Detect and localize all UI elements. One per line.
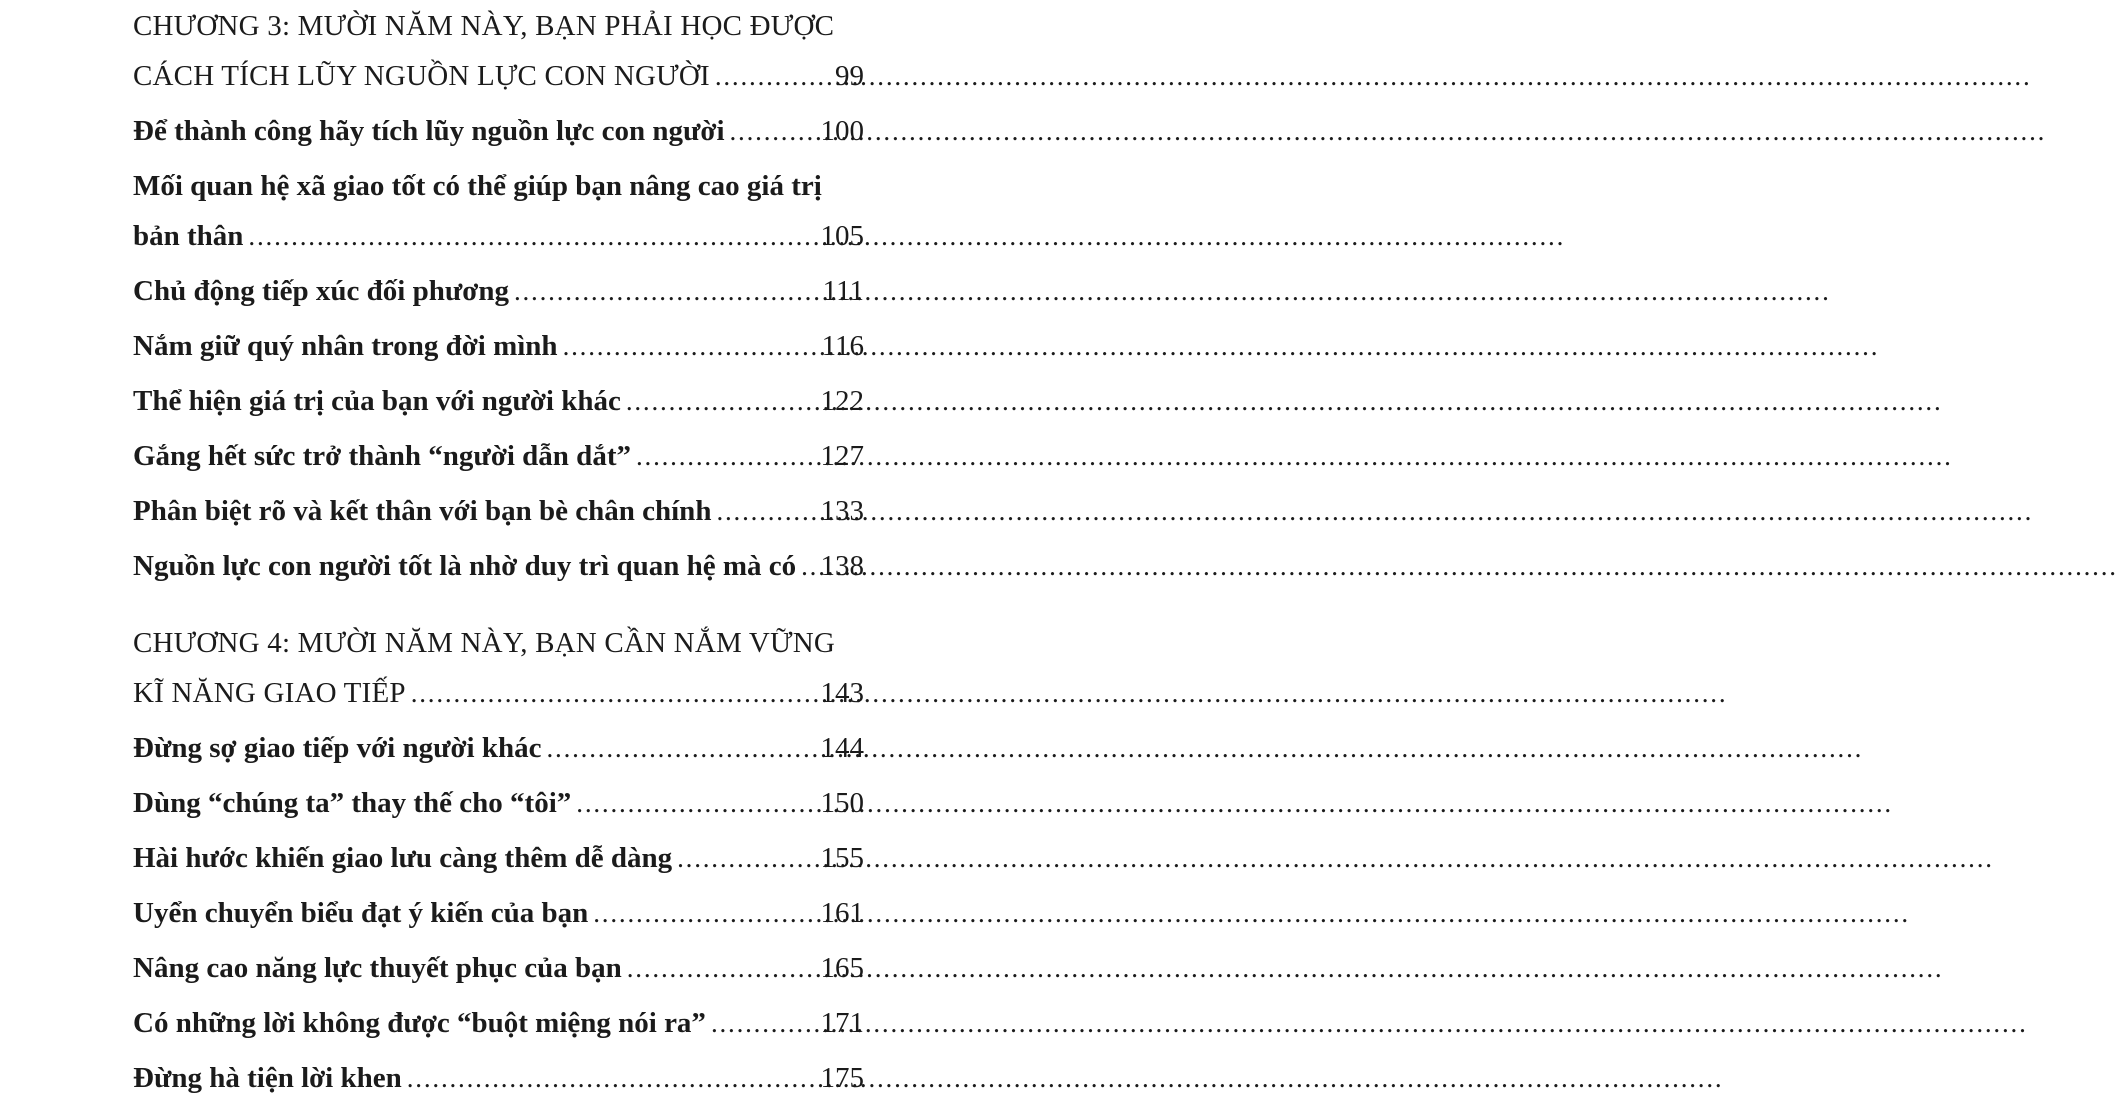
dot-leader xyxy=(677,833,817,888)
toc-title: CHƯƠNG 4: MƯỜI NĂM NÀY, BẠN CẦN NẮM VỮNG xyxy=(133,627,836,659)
page-number: 138 xyxy=(820,550,864,582)
toc-entry xyxy=(133,778,864,833)
dot-leader xyxy=(248,211,817,266)
page-number: 161 xyxy=(820,897,864,929)
dot-leader xyxy=(730,106,818,161)
page-number: 171 xyxy=(820,1007,864,1039)
page-number: 150 xyxy=(820,787,864,819)
toc-title: Nguồn lực con người tốt là nhờ duy trì quan hệ mà có xyxy=(133,550,797,582)
dot-leader xyxy=(407,1053,818,1108)
toc-title: Uyển chuyển biểu đạt ý kiến của bạn xyxy=(133,897,589,929)
toc-line xyxy=(133,541,864,596)
toc-line xyxy=(133,998,864,1053)
toc-entry xyxy=(133,1053,864,1108)
toc-title: Hài hước khiến giao lưu càng thêm dễ dàng xyxy=(133,842,673,874)
dot-leader xyxy=(626,376,818,431)
toc-line xyxy=(133,888,864,943)
toc-title: bản thân xyxy=(133,220,244,252)
dot-leader xyxy=(711,998,818,1053)
dot-leader xyxy=(593,888,817,943)
page-number: 175 xyxy=(820,1062,864,1094)
page-number: 127 xyxy=(820,440,864,472)
toc-entry xyxy=(133,266,864,321)
toc-title: Gắng hết sức trở thành “người dẫn dắt” xyxy=(133,440,631,472)
page-number: 111 xyxy=(822,275,864,307)
page-number: 165 xyxy=(820,952,864,984)
toc-title: Thể hiện giá trị của bạn với người khác xyxy=(133,385,621,417)
toc-title: Dùng “chúng ta” thay thế cho “tôi” xyxy=(133,787,572,819)
toc-entry xyxy=(133,486,864,541)
toc-list xyxy=(133,1,864,1108)
toc-title: CHƯƠNG 3: MƯỜI NĂM NÀY, BẠN PHẢI HỌC ĐƯỢC xyxy=(133,10,835,42)
toc-entry xyxy=(133,106,864,161)
toc-line xyxy=(133,833,864,888)
toc-line xyxy=(133,668,864,723)
toc-entry xyxy=(133,376,864,431)
toc-line xyxy=(133,376,864,431)
toc-title: Phân biệt rõ và kết thân với bạn bè chân chính xyxy=(133,495,712,527)
page-number: 99 xyxy=(835,60,864,92)
page-number: 116 xyxy=(821,330,864,362)
toc-line xyxy=(133,486,864,541)
toc-chapter-heading xyxy=(133,618,864,723)
dot-leader xyxy=(801,541,817,596)
dot-leader xyxy=(411,668,818,723)
toc-line xyxy=(133,161,864,211)
toc-entry xyxy=(133,541,864,596)
toc-line xyxy=(133,51,864,106)
toc-line xyxy=(133,1,864,51)
dot-leader xyxy=(514,266,820,321)
toc-line xyxy=(133,778,864,833)
page-number: 133 xyxy=(820,495,864,527)
toc-line xyxy=(133,431,864,486)
dot-leader xyxy=(716,486,817,541)
toc-title: Để thành công hãy tích lũy nguồn lực con người xyxy=(133,115,725,147)
page-number: 155 xyxy=(820,842,864,874)
toc-line xyxy=(133,723,864,778)
toc-entry xyxy=(133,723,864,778)
toc-title: Đừng hà tiện lời khen xyxy=(133,1062,402,1094)
toc-title: Có những lời không được “buột miệng nói ra” xyxy=(133,1007,706,1039)
toc-entry xyxy=(133,161,864,266)
toc-entry xyxy=(133,888,864,943)
toc-title: KĨ NĂNG GIAO TIẾP xyxy=(133,677,406,709)
dot-leader xyxy=(546,723,817,778)
toc-title: Đừng sợ giao tiếp với người khác xyxy=(133,732,542,764)
page-number: 100 xyxy=(820,115,864,147)
toc-line xyxy=(133,1053,864,1108)
dot-leader xyxy=(563,321,819,376)
toc-entry xyxy=(133,431,864,486)
toc-title: Nâng cao năng lực thuyết phục của bạn xyxy=(133,952,622,984)
toc-entry xyxy=(133,943,864,998)
toc-line xyxy=(133,106,864,161)
dot-leader xyxy=(627,943,818,998)
page-number: 144 xyxy=(820,732,864,764)
toc-entry xyxy=(133,998,864,1053)
toc-line xyxy=(133,321,864,376)
toc-line xyxy=(133,618,864,668)
toc-entry xyxy=(133,833,864,888)
page-number: 105 xyxy=(820,220,864,252)
toc-title: Nắm giữ quý nhân trong đời mình xyxy=(133,330,558,362)
toc-title: Mối quan hệ xã giao tốt có thể giúp bạn nâng cao giá trị xyxy=(133,170,822,202)
toc-line xyxy=(133,943,864,998)
toc-chapter-heading xyxy=(133,1,864,106)
toc-title: Chủ động tiếp xúc đối phương xyxy=(133,275,509,307)
dot-leader xyxy=(576,778,817,833)
dot-leader xyxy=(715,51,832,106)
toc-title: CÁCH TÍCH LŨY NGUỒN LỰC CON NGƯỜI xyxy=(133,60,710,92)
toc-line xyxy=(133,266,864,321)
dot-leader xyxy=(636,431,818,486)
page-number: 122 xyxy=(820,385,864,417)
toc-entry xyxy=(133,321,864,376)
page-number: 143 xyxy=(820,677,864,709)
toc-page xyxy=(0,0,1024,1094)
toc-line xyxy=(133,211,864,266)
